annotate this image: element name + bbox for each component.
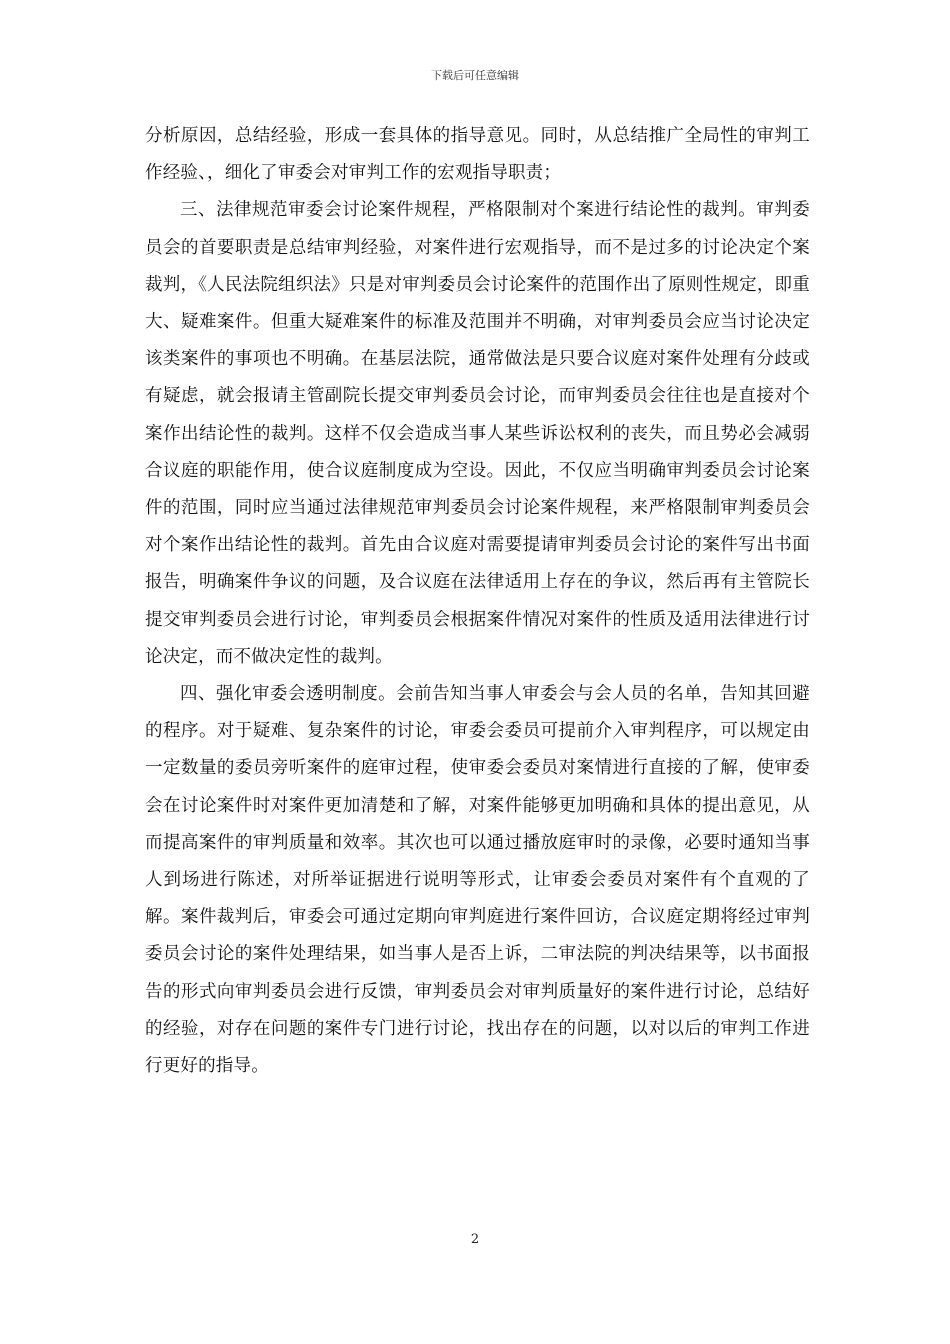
- paragraph-section-four: 四、强化审委会透明制度。会前告知当事人审委会与会人员的名单，告知其回避的程序。对于疑难、复杂案件的讨论，审委会委员可提前介入审判程序，可以规定由一定数量的委员旁听案件的庭审过程，使审委会委员对案情进行直接的了解，使审委会在讨论案件时对案件更加清楚和了解，对案件能够更加明确和具体的提出意见，从而提高案件的审判质量和效率。其次也可以通过播放庭审时的录像，必要时通知当事人到场进行陈述，对所举证据进行说明等形式，让审委会委员对案件有个直观的了解。案件裁判后，审委会可通过定期向审判庭进行案件回访，合议庭定期将经过审判委员会讨论的案件处理结果，如当事人是否上诉，二审法院的判决结果等，以书面报告的形式向审判委员会进行反馈，审判委员会对审判质量好的案件进行讨论，总结好的经验，对存在问题的案件专门进行讨论，找出存在的问题，以对以后的审判工作进行更好的指导。: [145, 684, 810, 1077]
- paragraph-continuation: 分析原因，总结经验，形成一套具体的指导意见。同时，从总结推广全局性的审判工作经验、，细化了审委会对审判工作的宏观指导职责；: [145, 126, 810, 184]
- page-header: 下载后可任意编辑: [431, 69, 519, 82]
- paragraph-section-three: 三、法律规范审委会讨论案件规程，严格限制对个案进行结论性的裁判。审判委员会的首要职责是总结审判经验，对案件进行宏观指导，而不是过多的讨论决定个案裁判，《人民法院组织法》只是对审判委员会讨论案件的范围作出了原则性规定，即重大、疑难案件。但重大疑难案件的标准及范围并不明确，对审判委员会应当讨论决定该类案件的事项也不明确。在基层法院，通常做法是只要合议庭对案件处理有分歧或有疑虑，就会报请主管副院长提交审判委员会讨论，而审判委员会往往也是直接对个案作出结论性的裁判。这样不仅会造成当事人某些诉讼权利的丧失，而且势必会减弱合议庭的职能作用，使合议庭制度成为空设。因此，不仅应当明确审判委员会讨论案件的范围，同时应当通过法律规范审判委员会讨论案件规程，来严格限制审判委员会对个案作出结论性的裁判。首先由合议庭对需要提请审判委员会讨论的案件写出书面报告，明确案件争议的问题，及合议庭在法律适用上存在的争议，然后再有主管院长提交审判委员会进行讨论，审判委员会根据案件情况对案件的性质及适用法律进行讨论决定，而不做决定性的裁判。: [145, 200, 810, 667]
- document-body: [145, 118, 810, 1085]
- page-number: 2: [470, 1232, 480, 1247]
